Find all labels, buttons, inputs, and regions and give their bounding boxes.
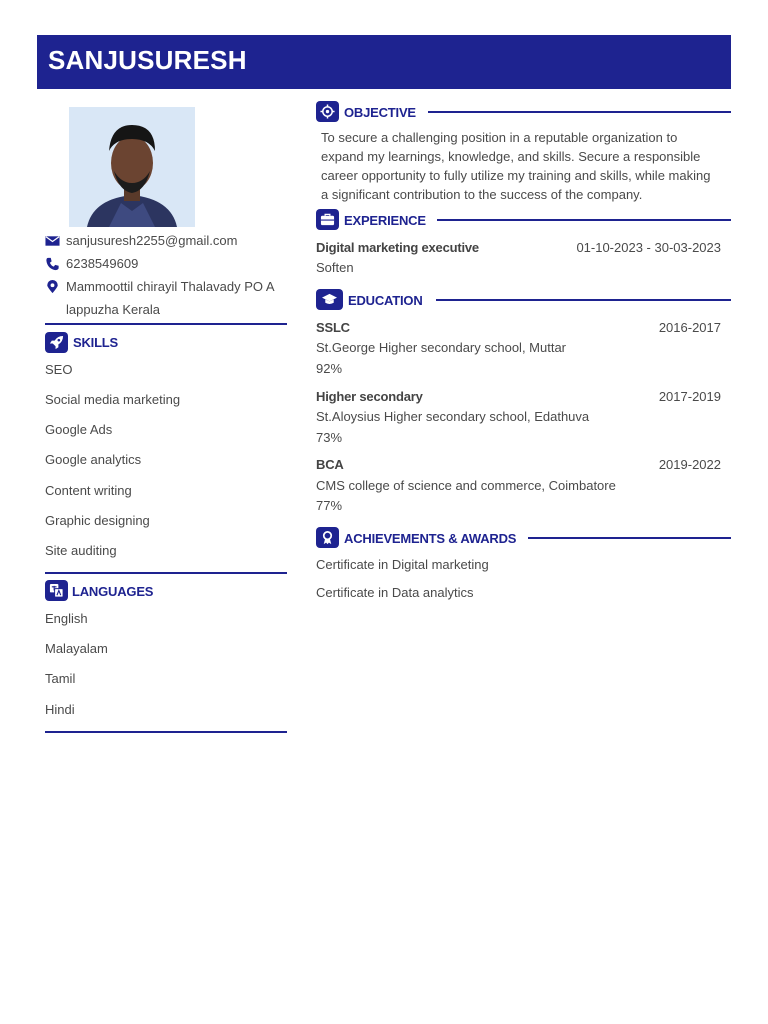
language-item: Hindi [45,702,75,717]
translate-icon [49,583,64,598]
education-degree: SSLC [316,320,350,335]
education-score: 92% [316,361,343,376]
education-degree: BCA [316,457,344,472]
experience-company: Soften [316,260,354,275]
phone-text: 6238549609 [66,256,139,271]
experience-role: Digital marketing executive [316,240,479,255]
education-rule [436,299,731,301]
language-item: Malayalam [45,641,108,656]
language-item: English [45,611,88,626]
skills-divider [45,572,287,574]
objective-rule [428,111,731,113]
profile-photo [69,107,195,227]
skill-item: Social media marketing [45,392,181,407]
candidate-name: SANJUSURESH [48,45,247,75]
avatar-illustration [69,107,195,227]
skill-item: Content writing [45,483,132,498]
experience-heading: EXPERIENCE [344,213,426,228]
target-icon [320,104,335,119]
education-years: 2016-2017 [658,320,721,335]
address-line-2: lappuzha Kerala [66,302,160,317]
skills-heading: SKILLS [73,335,119,350]
experience-dates: 01-10-2023 - 30-03-2023 [576,240,721,255]
skill-item: Google Ads [45,422,113,437]
phone-icon [45,257,60,271]
email-text: sanjusuresh2255@gmail.com [66,233,238,248]
achievement-item: Certificate in Digital marketing [316,557,489,572]
skill-item: SEO [45,362,73,377]
rocket-icon [49,335,64,350]
objective-heading: OBJECTIVE [344,105,416,120]
education-years: 2019-2022 [658,457,721,472]
address-line-1: Mammoottil chirayil Thalavady PO A [66,279,275,294]
briefcase-icon [320,212,335,227]
objective-text: To secure a challenging position in a reputable organization to expand my learnings, knowledge, and skills. Secure a responsible career opportunity to fully utilize my training and skills, while making a significant contribution to the success of the company. [321,130,711,202]
skills-section-icon [45,332,68,353]
contact-divider [45,323,287,325]
skill-item: Google analytics [45,452,142,467]
education-degree: Higher secondary [316,389,423,404]
objective-section-icon [316,101,339,122]
education-heading: EDUCATION [348,293,423,308]
education-section-icon [316,289,343,310]
languages-divider [45,731,287,733]
language-item: Tamil [45,671,76,686]
award-ribbon-icon [320,530,335,545]
education-score: 73% [316,430,343,445]
skill-item: Graphic designing [45,513,150,528]
experience-rule [437,219,731,221]
education-school: CMS college of science and commerce, Coimbatore [316,478,616,493]
education-score: 77% [316,498,343,513]
languages-section-icon [45,580,68,601]
achievements-rule [528,537,731,539]
education-years: 2017-2019 [658,389,721,404]
achievement-item: Certificate in Data analytics [316,585,474,600]
achievements-heading: ACHIEVEMENTS & AWARDS [344,531,517,546]
graduation-cap-icon [321,292,338,307]
location-pin-icon [45,280,60,294]
achievements-section-icon [316,527,339,548]
languages-heading: LANGUAGES [72,584,154,599]
education-school: St.Aloysius Higher secondary school, Edathuva [316,409,590,424]
education-school: St.George Higher secondary school, Muttar [316,340,567,355]
skill-item: Site auditing [45,543,117,558]
experience-section-icon [316,209,339,230]
header-banner [37,35,731,89]
email-icon [45,234,60,248]
